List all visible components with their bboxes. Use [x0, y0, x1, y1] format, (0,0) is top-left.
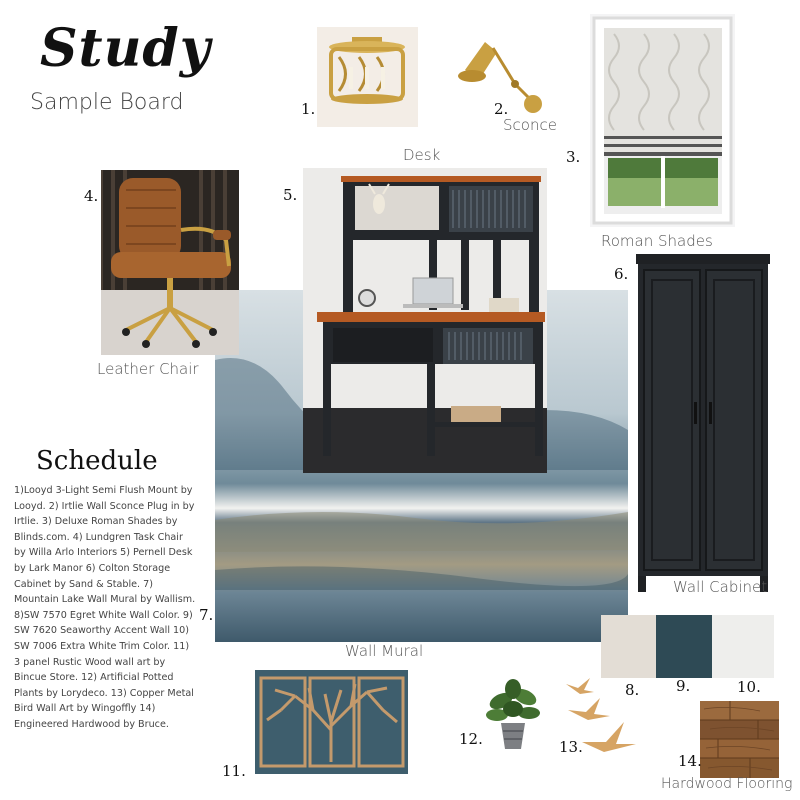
roman-shades-image — [590, 14, 735, 227]
item-number-10: 10. — [737, 678, 761, 696]
item-number-5: 5. — [283, 186, 298, 204]
flush-mount-light-image — [317, 27, 418, 127]
potted-plant-image — [483, 679, 543, 751]
item-number-13: 13. — [559, 738, 583, 756]
sconce-label: Sconce — [503, 116, 557, 134]
item-number-4: 4. — [84, 187, 99, 205]
item-number-14: 14. — [678, 752, 702, 770]
swatch-seaworthy — [656, 615, 712, 678]
wall-cabinet-label: Wall Cabinet — [673, 578, 768, 596]
wall-cabinet-image — [634, 254, 772, 592]
swatch-egret-white — [601, 615, 656, 678]
item-number-7: 7. — [199, 606, 214, 624]
leather-chair-image — [101, 170, 239, 355]
item-number-9: 9. — [676, 677, 691, 695]
item-number-2: 2. — [494, 100, 509, 118]
tree-wall-art-image — [255, 670, 408, 774]
desk-label: Desk — [403, 146, 441, 164]
hardwood-flooring-image — [700, 701, 779, 778]
item-number-6: 6. — [614, 265, 629, 283]
item-number-12: 12. — [459, 730, 483, 748]
hardwood-flooring-label: Hardwood Flooring — [661, 776, 793, 792]
item-number-3: 3. — [566, 148, 581, 166]
item-number-1: 1. — [301, 100, 316, 118]
desk-image — [303, 168, 547, 473]
swatch-extra-white — [712, 615, 774, 678]
schedule-heading: Schedule — [36, 446, 158, 476]
roman-shades-label: Roman Shades — [601, 232, 713, 250]
item-number-11: 11. — [222, 762, 246, 780]
item-number-8: 8. — [625, 681, 640, 699]
leather-chair-label: Leather Chair — [97, 360, 199, 378]
board-title: Study — [40, 18, 211, 79]
schedule-text: 1)Looyd 3-Light Semi Flush Mount by Looyd. 2) Irtlie Wall Sconce Plug in by Irtlie. 3) Deluxe Roman Shades by Blinds.com. 4) Lundgren Task Chair by Willa Arlo Interiors 5) Pernell Desk by Lark Manor 6) Colton Storage Cabinet by Sand & Stable. 7) Mountain Lake Wall Mural by Wallism. 8)SW 7570 Egret White Wall Color. 9) SW 7620 Seaworthy Accent Wall 10) SW 7006 Extra White Trim Color. 11) 3 panel Rustic Wood wall art by Bincue Store. 12) Artificial Potted Plants by Lorydeco. 13) Copper Metal Bird Wall Art by Wingoffly 14) Engineered Hardwood by Bruce. — [14, 485, 196, 730]
board-subtitle: Sample Board — [30, 90, 184, 115]
wall-mural-label: Wall Mural — [345, 642, 424, 660]
